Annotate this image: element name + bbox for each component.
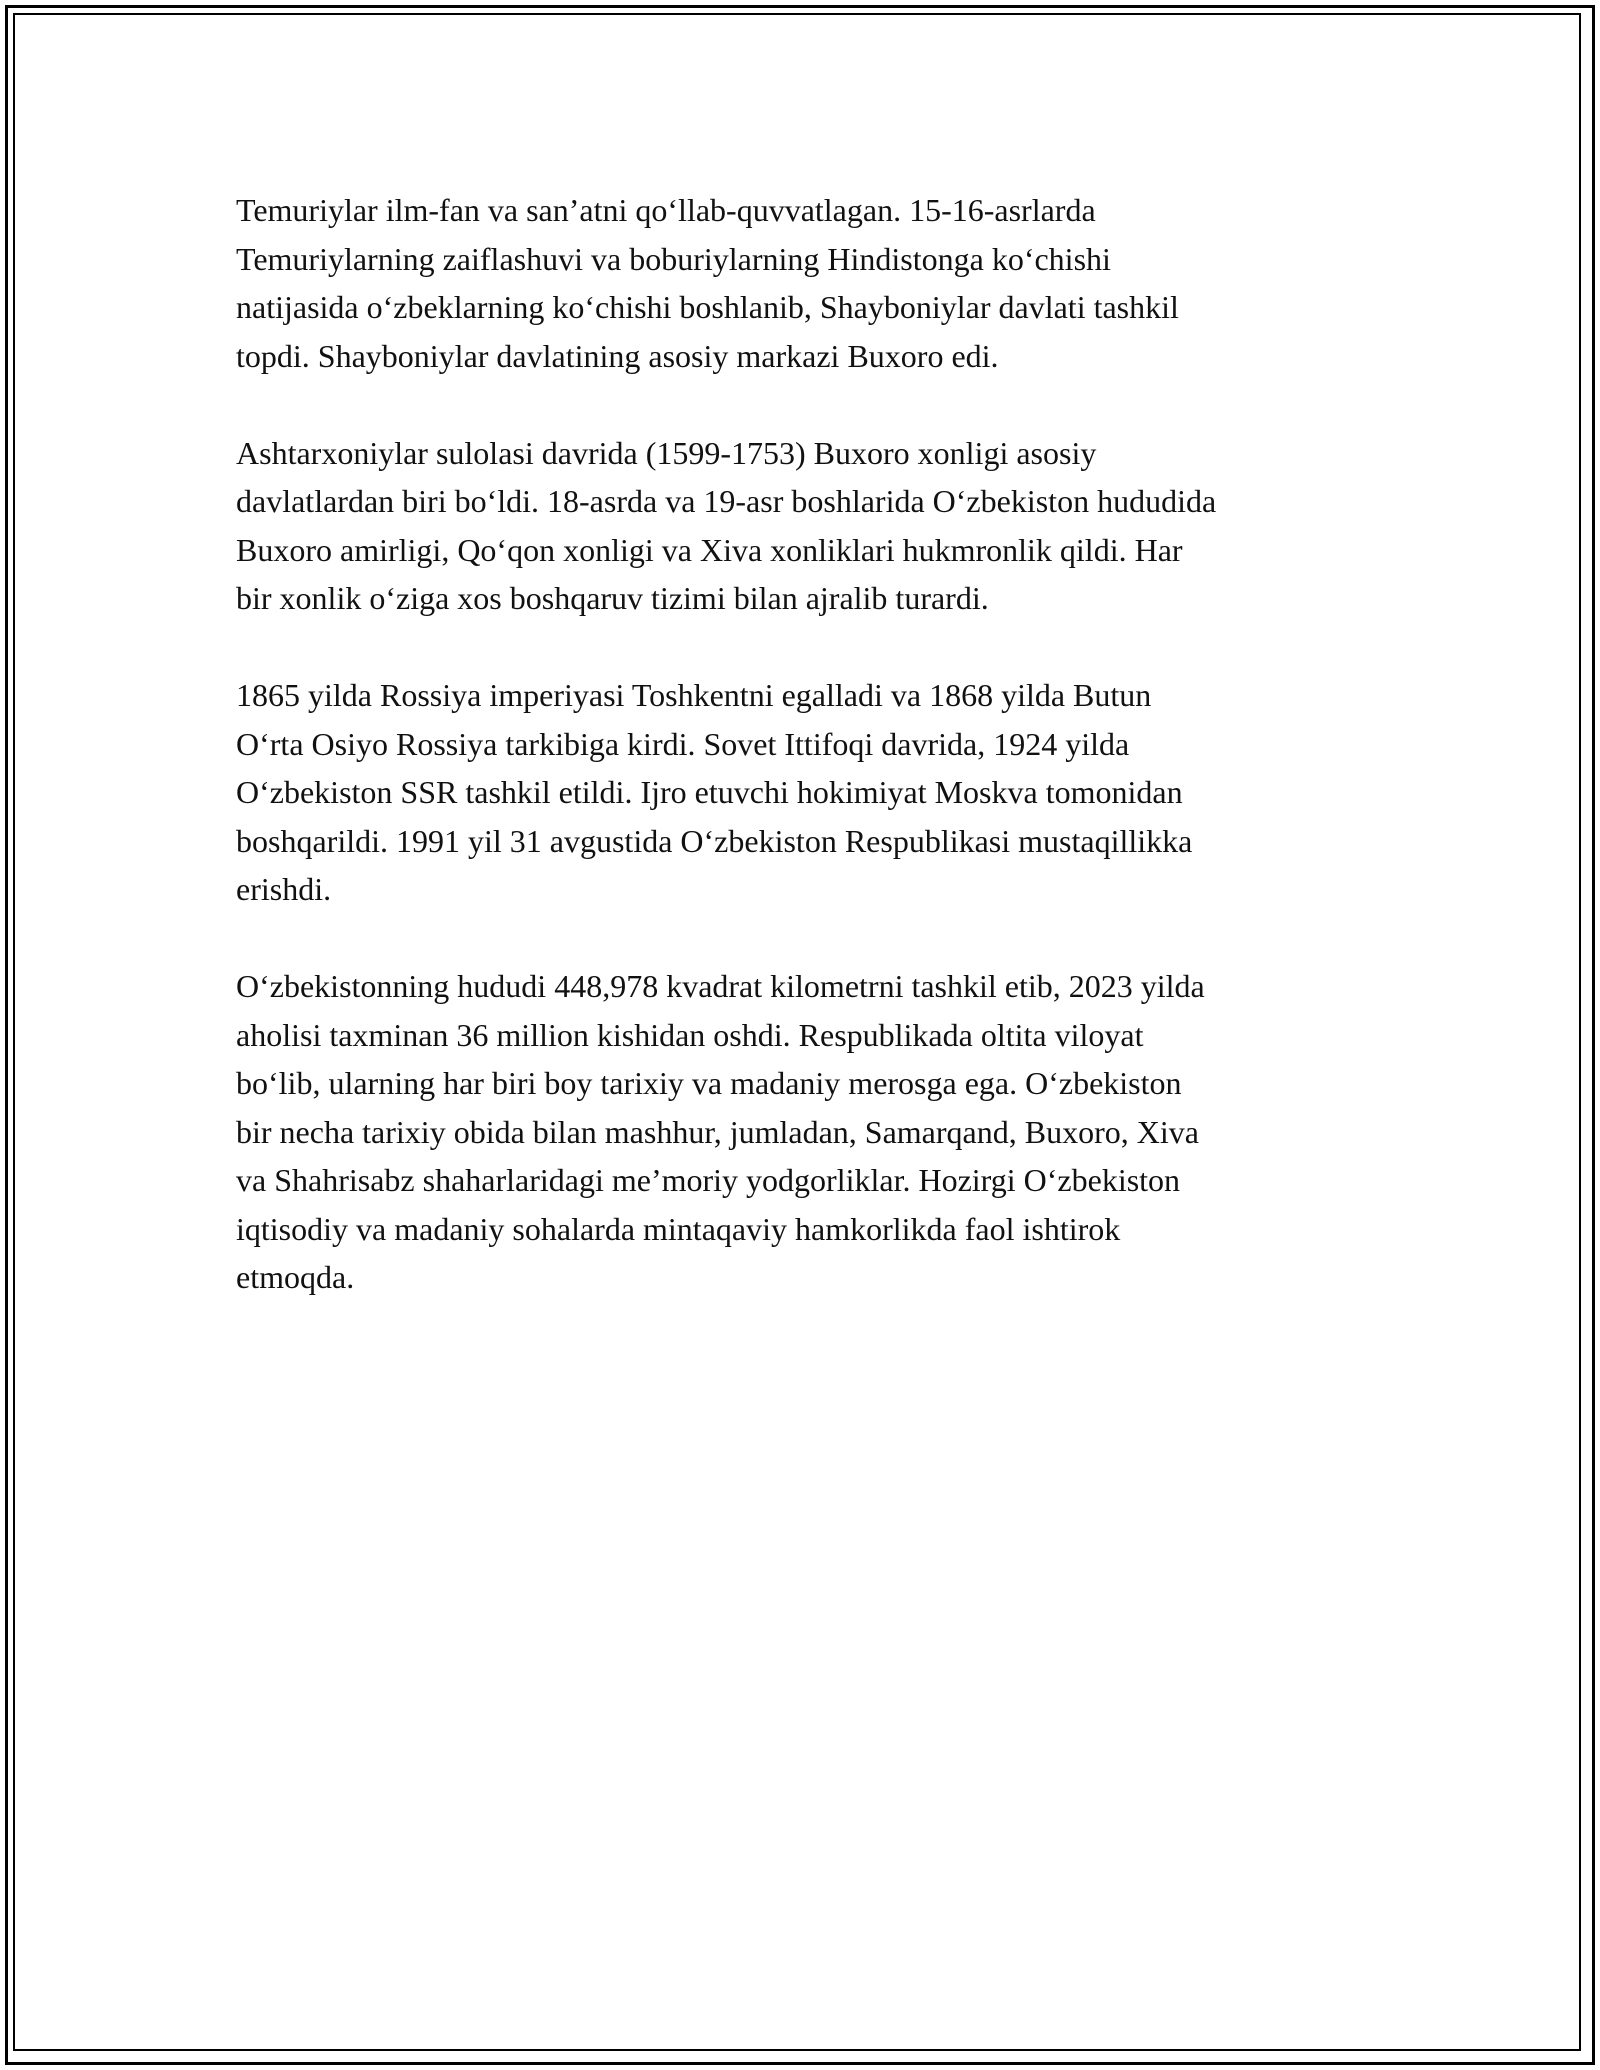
text-line: O‘zbekiston SSR tashkil etildi. Ijro etuvchi hokimiyat Moskva tomonidan <box>236 774 1183 810</box>
text-line: iqtisodiy va madaniy sohalarda mintaqaviy hamkorlikda faol ishtirok <box>236 1210 1121 1247</box>
document-body <box>236 186 1366 1350</box>
text-line: natijasida o‘zbeklarning ko‘chishi boshlanib, Shayboniylar davlati tashkil <box>236 289 1179 325</box>
text-line: O‘zbekistonning hududi 448,978 kvadrat kilometrni tashkil etib, 2023 yilda <box>236 968 1205 1004</box>
text-line: Ashtarxoniylar sulolasi davrida (1599-1753) Buxoro xonligi asosiy <box>236 434 1097 471</box>
text-line: davlatlardan biri bo‘ldi. 18-asrda va 19-asr boshlarida O‘zbekiston hududida <box>236 483 1217 519</box>
text-line: topdi. Shayboniylar davlatining asosiy markazi Buxoro edi. <box>236 337 999 374</box>
text-line: O‘rta Osiyo Rossiya tarkibiga kirdi. Sovet Ittifoqi davrida, 1924 yilda <box>236 725 1130 762</box>
text-line: Temuriylar ilm-fan va san’atni qo‘llab-quvvatlagan. 15-16-asrlarda <box>236 192 1096 228</box>
text-line: aholisi taxminan 36 million kishidan oshdi. Respublikada oltita viloyat <box>236 1016 1144 1053</box>
text-line: boshqarildi. 1991 yil 31 avgustida O‘zbekiston Respublikasi mustaqillikka <box>236 822 1193 859</box>
paragraph-timurids <box>236 186 1366 380</box>
text-line: erishdi. <box>236 871 332 907</box>
text-line: bo‘lib, ularning har biri boy tarixiy va madaniy merosga ega. O‘zbekiston <box>236 1065 1182 1101</box>
text-line: bir xonlik o‘ziga xos boshqaruv tizimi bilan ajralib turardi. <box>236 580 989 616</box>
text-line: Temuriylarning zaiflashuvi va boburiylarning Hindistonga ko‘chishi <box>236 240 1111 277</box>
text-line: etmoqda. <box>236 1259 355 1295</box>
text-line: va Shahrisabz shaharlaridagi me’moriy yodgorliklar. Hozirgi O‘zbekiston <box>236 1162 1181 1198</box>
paragraph-ashtarkhanids <box>236 429 1366 623</box>
text-line: Buxoro amirligi, Qo‘qon xonligi va Xiva xonliklari hukmronlik qildi. Har <box>236 531 1183 568</box>
paragraph-modern-uzbekistan <box>236 962 1366 1302</box>
text-line: bir necha tarixiy obida bilan mashhur, jumladan, Samarqand, Buxoro, Xiva <box>236 1113 1199 1150</box>
text-line: 1865 yilda Rossiya imperiyasi Toshkentni egalladi va 1868 yilda Butun <box>236 677 1152 713</box>
paragraph-russian-soviet-period <box>236 671 1366 914</box>
